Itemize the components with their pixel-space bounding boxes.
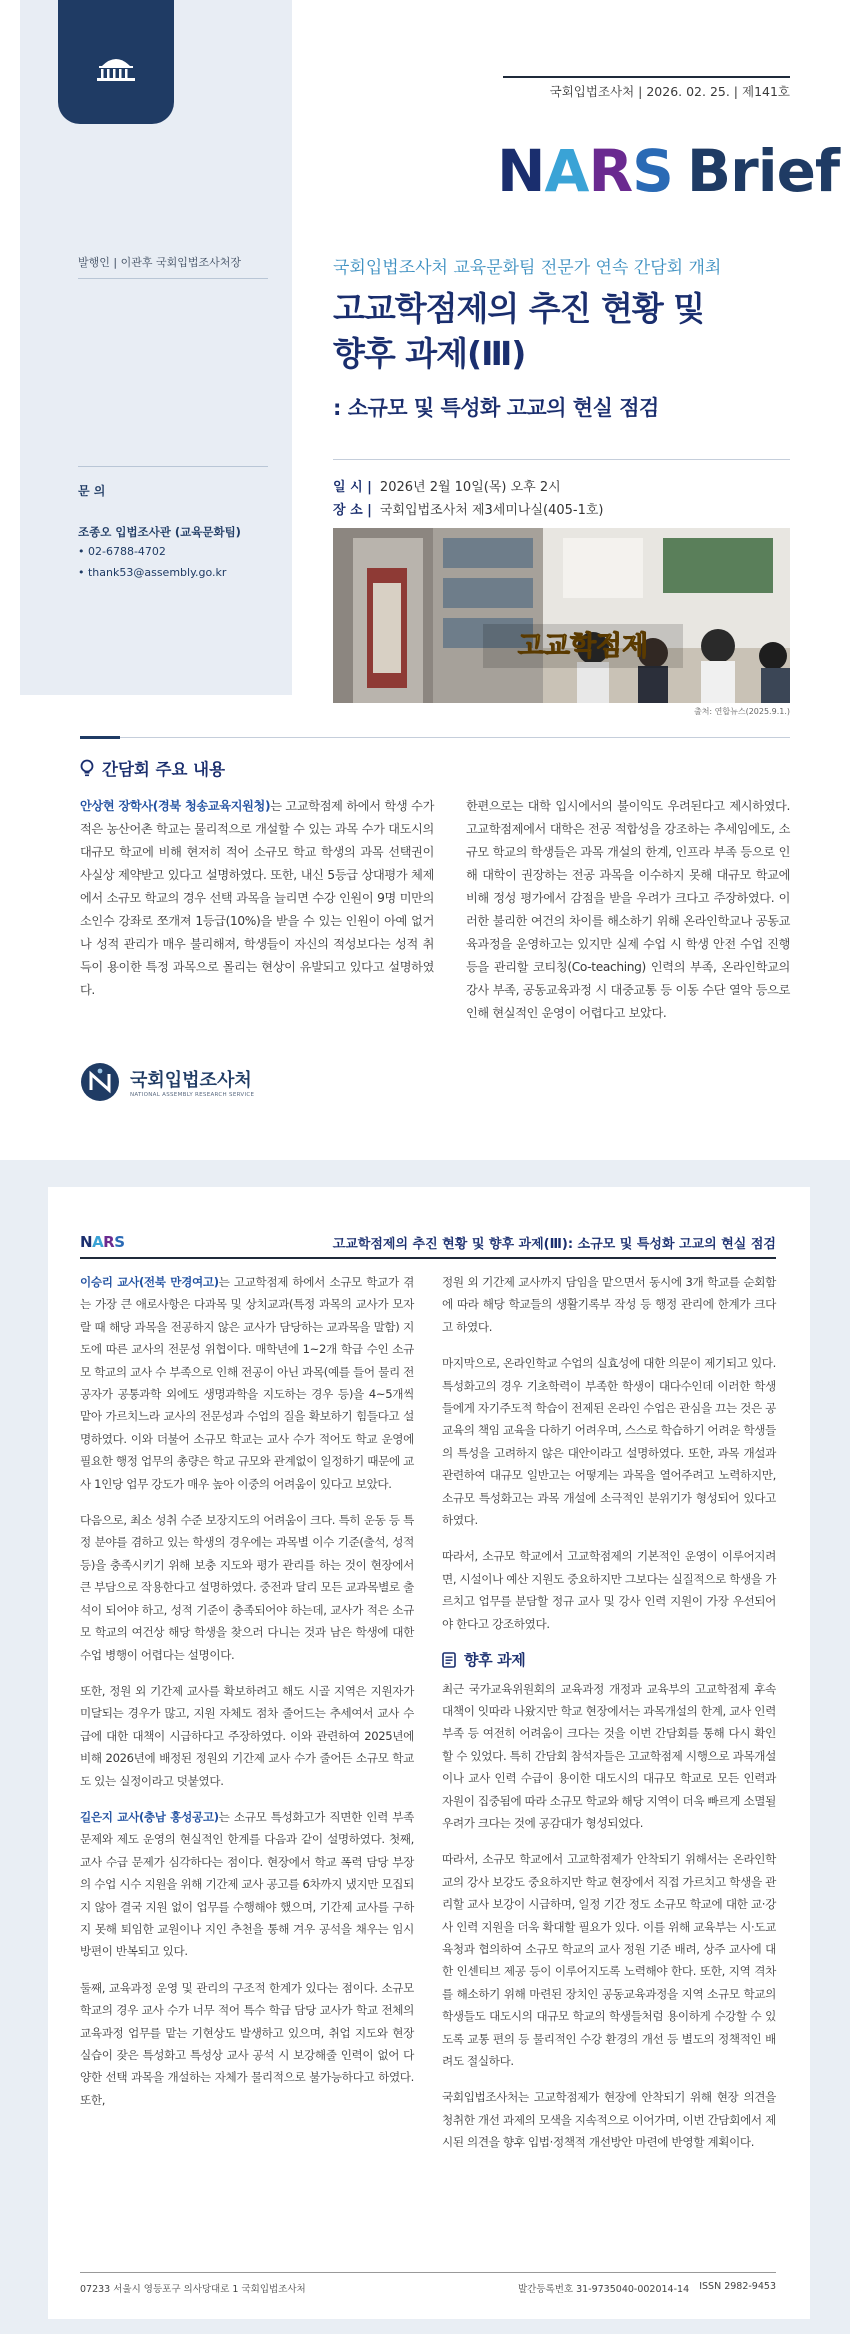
footer-rule bbox=[80, 2272, 776, 2273]
paragraph: 또한, 정원 외 기간제 교사를 확보하려고 해도 시골 지역은 지원자가 미달되는 경우가 많고, 지원 자체도 점차 줄어드는 추세여서 교사 수급에 대한 대책이 시급하다고 주장하였다. 이와 관련하여 2025년에 비해 2026년에 배정된 정원외 기간제 교사 수가 줄어든 소규모 학교도 있는 실정이라고 덧붙였다. bbox=[80, 1683, 414, 1788]
footer-address: 07233 서울시 영등포구 의사당대로 1 국회입법조사처 bbox=[80, 2284, 306, 2295]
nars-emblem-icon bbox=[80, 1062, 120, 1102]
title-line: 고교학점제의 추진 현황 및 bbox=[333, 289, 705, 328]
paragraph: 따라서, 소규모 학교에서 고교학점제의 기본적인 운영이 이루어지려면, 시설이나 예산 지원도 중요하지만 그보다는 실질적으로 학생을 가르치고 업무를 분담할 정규 교사 및 강사 인력 지원이 가장 우선되어야 한다고 강조하였다. bbox=[442, 1549, 776, 1631]
headline-subtitle: 국회입법조사처 교육문화팀 전문가 연속 간담회 개최 bbox=[333, 258, 722, 278]
section-heading-future bbox=[442, 1649, 776, 1671]
header-rule bbox=[80, 1257, 776, 1259]
paragraph: 한편으로는 대학 입시에서의 불이익도 우려된다고 제시하였다. 고교학점제에서 대학은 전공 적합성을 강조하는 추세임에도, 소규모 학교의 학생들은 과목 개설의 한계, 인프라 부족 등으로 인해 대학이 권장하는 전공 과목을 이수하지 못해 대규모 학교에 비해 정성 평가에서 감점을 받을 우려가 크다고 주장하였다. 이러한 불리한 여건의 차이를 해소하기 위해 온라인학교나 공동교육과정을 운영하고는 있지만 실제 수업 시 학생 안전 수업 진행 등을 관리할 코티칭(Co-teaching) 인력의 부족, 온라인학교의 강사 부족, 공동교육과정 시 대중교통 등 이동 수단 열악 등으로 인해 현실적인 운영이 어렵다고 보았다. bbox=[466, 799, 790, 1020]
section-heading-text: 향후 과제 bbox=[464, 1651, 526, 1670]
column-right bbox=[466, 795, 790, 1039]
logo-word: Brief bbox=[686, 137, 840, 205]
paragraph bbox=[80, 1271, 414, 1495]
divider-accent bbox=[80, 736, 120, 739]
issue-rule bbox=[503, 76, 790, 78]
page-1 bbox=[0, 0, 850, 1160]
title-line: 향후 과제(Ⅲ) bbox=[333, 333, 526, 373]
paragraph-text: 는 고교학점제 하에서 학생 수가 적은 농산어촌 학교는 물리적으로 개설할 수 있는 과목 수가 대도시의 대규모 학교에 비해 현저히 적어 소규모 학교 학생의 과목 선택권이 사실상 제약받고 있다고 설명하였다. 또한, 내신 5등급 상대평가 체제에서 소규모 학교의 경우 선택 과목을 늘리면 수강 인원이 9명 미만의 소인수 강좌로 쪼개져 1등급(10%)을 받을 수 있는 인원이 아예 없거나 성적 관리가 매우 불리해져, 학생들이 자신의 적성보다는 성적 취득이 용이한 특정 과목으로 몰리는 현상이 유발되고 있다고 설명하였다. bbox=[80, 799, 434, 997]
footer-registration: 발간등록번호 31-9735040-002014-14 bbox=[518, 2284, 690, 2295]
footer-logo-text bbox=[130, 1066, 254, 1098]
photo-caption: 출처: 연합뉴스(2025.9.1.) bbox=[693, 707, 790, 716]
place-value: 국회입법조사처 제3세미나실(405-1호) bbox=[379, 503, 604, 518]
paragraph: 정원 외 기간제 교사까지 담임을 맡으면서 동시에 3개 학교를 순회함에 따라 해당 학교들의 생활기록부 작성 등 행정 관리에 한계가 크다고 하였다. bbox=[442, 1275, 776, 1334]
running-title: 고교학점제의 추진 현황 및 향후 과제(Ⅲ): 소규모 및 특성화 고교의 현실 점검 bbox=[332, 1237, 776, 1252]
section-divider bbox=[80, 737, 790, 738]
event-date bbox=[333, 476, 561, 495]
paragraph: 국회입법조사처는 고교학점제가 현장에 안착되기 위해 현장 의견을 청취한 개선 과제의 모색을 지속적으로 이어가며, 이번 간담회에서 제시된 의견을 향후 입법·정책적 개선방안 마련에 반영할 계획이다. bbox=[442, 2090, 776, 2150]
logo-letter: N bbox=[80, 1233, 93, 1251]
contact-label: 문 의 bbox=[78, 484, 106, 498]
speaker-name: 안상현 장학사(경북 청송교육지원청) bbox=[80, 799, 271, 813]
logo-letter: R bbox=[103, 1233, 115, 1251]
classroom-photo bbox=[333, 528, 790, 703]
nars-brief-logo bbox=[497, 137, 840, 205]
logo-letter: A bbox=[92, 1233, 104, 1251]
sidebar-divider bbox=[78, 466, 268, 467]
event-place bbox=[333, 499, 604, 518]
org-name-en: NATIONAL ASSEMBLY RESEARCH SERVICE bbox=[130, 1092, 255, 1098]
paragraph: 둘째, 교육과정 운영 및 관리의 구조적 한계가 있다는 점이다. 소규모 학교의 경우 교사 수가 너무 적어 특수 학급 담당 교사가 학교 전체의 교육과정 업무를 맡는 기현상도 발생하고 있으며, 취업 지도와 현장 실습이 잦은 특성화고 특성상 교사 공석 시 보강해줄 인력이 없어 다양한 선택 과목을 개설하는 자체가 물리적으로 불가능하다고 하였다. 또한, bbox=[80, 1980, 414, 2107]
page2-column-right bbox=[442, 1271, 776, 2168]
logo-letter: S bbox=[632, 137, 673, 205]
paragraph: 최근 국가교육위원회의 교육과정 개정과 교육부의 고교학점제 후속 대책이 잇따라 나왔지만 학교 현장에서는 과목개설의 한계, 교사 인력 부족 등 여전히 어려움이 크다는 것을 이번 간담회를 통해 다시 확인할 수 있었다. 특히 간담회 참석자들은 고교학점제 시행으로 과목개설이나 교사 인력 수급이 용이한 대도시의 대규모 학교로 모든 인력과 자원이 집중됨에 따라 소규모 학교와 해당 지역이 더욱 빠르게 소멸될 우려가 크다는 것에 공감대가 형성되었다. bbox=[442, 1681, 776, 1830]
publisher-info: 발행인 | 이관후 국회입법조사처장 bbox=[78, 256, 241, 269]
date-value: 2026년 2월 10일(목) 오후 2시 bbox=[379, 480, 561, 495]
assembly-emblem bbox=[58, 0, 174, 124]
contact-name: 조종오 입법조사관 (교육문화팀) bbox=[78, 525, 241, 539]
lightbulb-icon bbox=[80, 759, 94, 777]
logo-letter: S bbox=[114, 1233, 125, 1251]
meta-divider bbox=[333, 459, 790, 460]
paragraph-text: 는 소규모 특성화고가 직면한 인력 부족 문제와 제도 운영의 현실적인 한계를 다음과 같이 설명하였다. 첫째, 교사 수급 문제가 심각하다는 점이다. 현장에서 학교 폭력 담당 부장의 수업 시수 지원을 위해 기간제 교사 공고를 6차까지 냈지만 모집되지 않아 결국 지원 없이 업무를 수행해야 했으며, 기간제 교사를 구하지 못해 퇴임한 교원이나 지인 추천을 통해 겨우 공석을 채우는 임시방편이 반복되고 있다. bbox=[80, 1809, 414, 1959]
page-2 bbox=[48, 1187, 810, 2319]
paragraph: 따라서, 소규모 학교에서 고교학점제가 안착되기 위해서는 온라인학교의 강사 보강도 중요하지만 학교 현장에서 직접 가르치고 학생을 관리할 교사 보강이 시급하며, 일정 기간 정도 소규모 학교에 대한 교·강사 인력 지원을 더욱 확대할 필요가 있다. 이를 위해 교육부는 시·도교육청과 협의하여 소규모 학교의 교사 정원 기준 배려, 상주 교사에 대한 인센티브 제공 등이 이루어지도록 노력해야 한다. 또한, 지역 격차를 해소하기 위해 마련된 장치인 공동교육과정을 지역 소규모 학교의 학생들도 대도시의 대규모 학교의 학생들처럼 용이하게 수강할 수 있도록 교통 편의 등 물리적인 수강 환경의 개선 등 별도의 정책적인 배려도 절실하다. bbox=[442, 1852, 776, 2068]
org-name: 국회입법조사처 bbox=[130, 1070, 252, 1091]
paragraph: 다음으로, 최소 성취 수준 보장지도의 어려움이 크다. 특히 운동 등 특정 분야를 겸하고 있는 학생의 경우에는 과목별 이수 기준(출석, 성적 등)을 충족시키기 위해 보충 지도와 평가 관리를 하는 것이 현장에서 큰 부담으로 작용한다고 설명하였다. 중전과 달리 모든 교과목별로 출석이 되어야 하고, 성적 기준이 충족되어야 하는데, 교사가 적은 소규모 학교의 여건상 해당 학생을 찾으러 다니는 것과 남은 학생에 대한 수업 병행이 어렵다는 설명이다. bbox=[80, 1513, 414, 1662]
logo-letter: N bbox=[497, 137, 545, 205]
paragraph bbox=[80, 795, 434, 1002]
logo-letter: R bbox=[588, 137, 633, 205]
nars-small-logo bbox=[80, 1233, 125, 1251]
date-label: 일 시 | bbox=[333, 480, 372, 495]
assembly-dome-icon bbox=[92, 54, 140, 82]
column-left bbox=[80, 795, 434, 1016]
nars-footer-logo bbox=[80, 1062, 254, 1102]
issue-info: 국회입법조사처 | 2026. 02. 25. | 제141호 bbox=[549, 84, 790, 99]
headline-title bbox=[333, 287, 704, 376]
contact-email[interactable]: • thank53@assembly.go.kr bbox=[78, 566, 227, 579]
document-icon bbox=[442, 1652, 456, 1668]
headline-subheading: : 소규모 및 특성화 고교의 현실 점검 bbox=[333, 396, 659, 420]
section-heading-main bbox=[80, 756, 225, 780]
sidebar-divider bbox=[78, 278, 268, 279]
photo-overlay-text: 고교학점제 bbox=[517, 631, 649, 662]
classroom-photo-illustration bbox=[333, 528, 790, 703]
contact-phone: • 02-6788-4702 bbox=[78, 545, 166, 558]
paragraph: 마지막으로, 온라인학교 수업의 실효성에 대한 의문이 제기되고 있다. 특성화고의 경우 기초학력이 부족한 학생이 대다수인데 이러한 학생들에게 자기주도적 학습이 전제된 온라인 수업은 관심을 끄는 것은 공교육의 책임 교육을 다하기 어려우며, 스스로 학습하기 어려운 학생들의 특성을 고려하지 않은 대안이라고 설명하였다. 또한, 과목 개설과 관련하여 대규모 일반고는 어떻게는 과목을 열어주려고 노력하지만, 소규모 특성화고는 과목 개설에 소극적인 분위기가 형성되어 있다고 하였다. bbox=[442, 1356, 776, 1528]
page2-column-left bbox=[80, 1271, 414, 2125]
place-label: 장 소 | bbox=[333, 503, 372, 518]
speaker-name: 이승리 교사(전북 만경여고) bbox=[80, 1275, 219, 1289]
speaker-name: 길은지 교사(충남 홍성공고) bbox=[80, 1809, 219, 1824]
paragraph-text: 는 고교학점제 하에서 소규모 학교가 겪는 가장 큰 애로사항은 다과목 및 상치교과(특정 과목의 교사가 모자랄 때 해당 과목을 전공하지 않은 교사가 담당하는 교과목을 말함) 지도에 따른 교사의 전문성 위협이다. 매학년에 1~2개 학급 수인 소규모 학교의 교사 수 부족으로 인해 전공이 아닌 과목(예를 들어 물리 전공자가 공통과학 외에도 생명과학을 지도하는 경우 등)을 4~5개씩 맡아 가르치느라 교사의 전문성과 수업의 질을 확보하기 힘들다고 설명하였다. 이와 더불어 소규모 학교는 교사 수가 적어도 학교 운영에 필요한 행정 업무의 총량은 학교 규모와 관계없이 일정하기 때문에 교사 1인당 업무 강도가 매우 높아 이중의 어려움이 있다고 보았다. bbox=[80, 1275, 414, 1491]
paragraph bbox=[80, 1806, 414, 1963]
section-heading-text: 간담회 주요 내용 bbox=[102, 760, 226, 779]
footer-issn: ISSN 2982-9453 bbox=[699, 2281, 776, 2292]
logo-letter: A bbox=[544, 137, 589, 205]
